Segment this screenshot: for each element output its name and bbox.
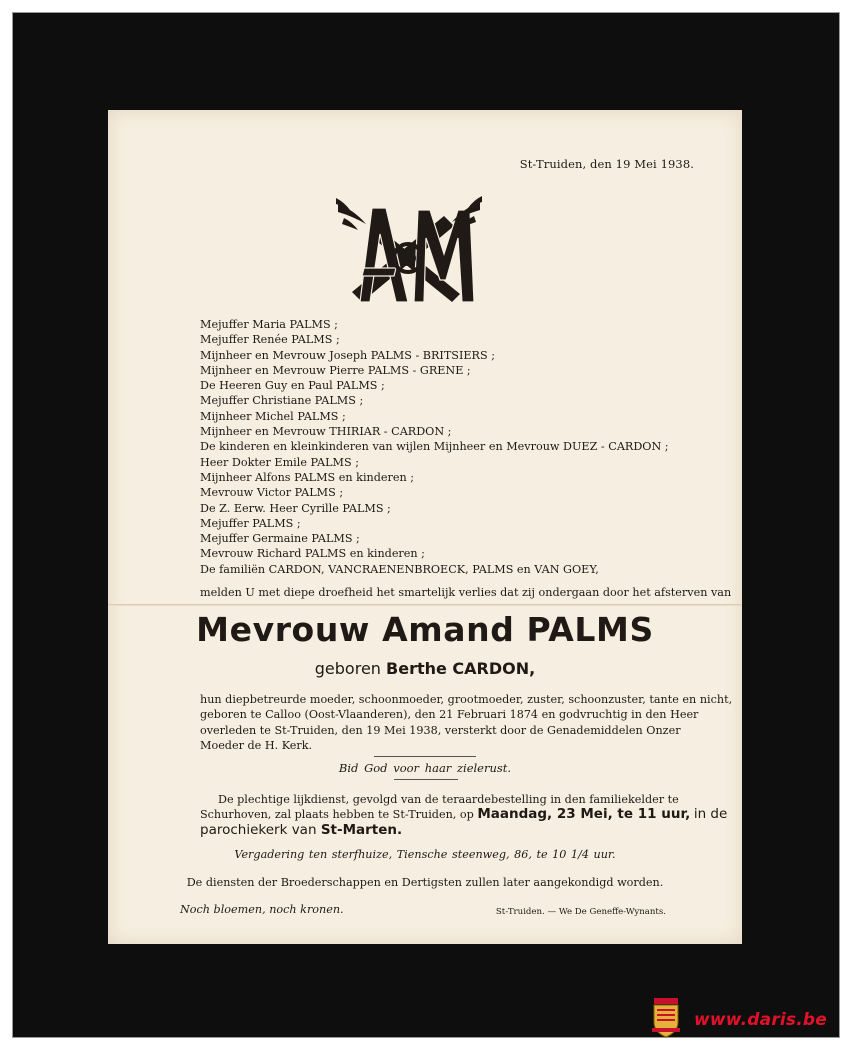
watermark-site: www.daris.be <box>694 1010 828 1030</box>
biography <box>200 692 733 753</box>
divider-top <box>374 756 476 757</box>
mourner-line: Heer Dokter Emile PALMS ; <box>200 455 359 469</box>
funeral-line-3-start: parochiekerk van <box>200 821 317 838</box>
funeral-line-2 <box>200 806 728 823</box>
bio-line: Moeder de H. Kerk. <box>200 738 313 752</box>
death-notice-paper <box>108 110 742 944</box>
printer-credit: St-Truiden. — We De Geneffe-Wynants. <box>495 907 666 917</box>
funeral-details <box>200 792 728 838</box>
mourner-line: De familiën CARDON, VANCRAENENBROECK, PALMS en VAN GOEY, <box>200 562 599 576</box>
am-cross-monogram-icon <box>334 194 484 310</box>
deceased-name: Mevrouw Amand PALMS <box>196 610 654 649</box>
date-line: St-Truiden, den 19 Mei 1938. <box>519 157 694 171</box>
funeral-line-2-end: in de <box>693 806 728 823</box>
mourner-line: Mijnheer Alfons PALMS en kinderen ; <box>200 470 415 484</box>
mourner-line: Mejuffer Renée PALMS ; <box>200 333 340 347</box>
bio-line: geboren te Calloo (Oost-Vlaanderen), den 21 Februari 1874 en godvruchtig in den Heer <box>200 708 699 722</box>
announcement-line: melden U met diepe droefheid het smartelijk verlies dat zij ondergaan door het afsterven van <box>200 586 732 599</box>
mourner-line: De Heeren Guy en Paul PALMS ; <box>200 379 385 393</box>
gathering-line: Vergadering ten sterfhuize, Tiensche steenweg, 86, te 10 1/4 uur. <box>234 848 616 861</box>
mourner-line: Mijnheer en Mevrouw Joseph PALMS - BRITSIERS ; <box>200 348 495 362</box>
flowers-note: Noch bloemen, noch kronen. <box>180 903 344 916</box>
bio-line: overleden te St-Truiden, den 19 Mei 1938, versterkt door de Genademiddelen Onzer <box>200 723 681 737</box>
mourner-line: Mevrouw Richard PALMS en kinderen ; <box>200 547 425 561</box>
funeral-date: Maandag, 23 Mei, te 11 uur, <box>477 806 691 823</box>
daris-crest-icon <box>651 998 681 1038</box>
mourner-line: Mejuffer Christiane PALMS ; <box>200 394 364 408</box>
birth-maiden-name: Berthe CARDON, <box>386 659 536 678</box>
funeral-line-3 <box>200 823 712 838</box>
mourner-line: De kinderen en kleinkinderen van wijlen Mijnheer en Mevrouw DUEZ - CARDON ; <box>200 440 669 454</box>
mourner-line: Mijnheer en Mevrouw THIRIAR - CARDON ; <box>200 425 452 439</box>
mourners-list <box>200 317 700 577</box>
funeral-line-1: De plechtige lijkdienst, gevolgd van de teraardebestelling in den familiekelder te <box>218 793 679 806</box>
mourner-line: Mijnheer en Mevrouw Pierre PALMS - GRENE ; <box>200 363 471 377</box>
divider-bottom <box>394 779 458 780</box>
paper-fold <box>108 604 742 606</box>
mourner-line: Mejuffer PALMS ; <box>200 516 301 530</box>
mourner-line: Mejuffer Maria PALMS ; <box>200 318 338 331</box>
funeral-church: St-Marten. <box>320 821 403 838</box>
funeral-line-2-start: Schurhoven, zal plaats hebben te St-Truiden, op <box>200 808 474 822</box>
birth-name <box>108 659 742 678</box>
mourner-line: Mejuffer Germaine PALMS ; <box>200 532 360 546</box>
mourner-line: De Z. Eerw. Heer Cyrille PALMS ; <box>200 501 391 515</box>
prayer-line: Bid God voor haar zielerust. <box>338 761 512 775</box>
bio-line: hun diepbetreurde moeder, schoonmoeder, grootmoeder, zuster, schoonzuster, tante en nicht, <box>200 693 733 706</box>
mourner-line: Mevrouw Victor PALMS ; <box>200 486 344 500</box>
mourner-line: Mijnheer Michel PALMS ; <box>200 409 346 423</box>
birth-prefix: geboren <box>314 659 381 678</box>
services-line: De diensten der Broederschappen en Dertigsten zullen later aangekondigd worden. <box>186 876 664 889</box>
